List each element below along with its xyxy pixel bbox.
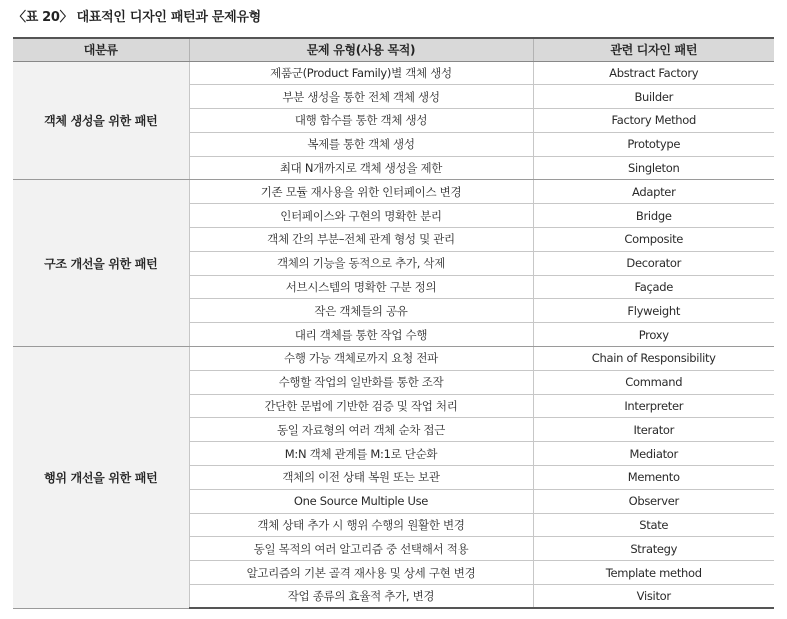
- pattern-cell: Chain of Responsibility: [533, 347, 774, 371]
- pattern-cell: Adapter: [533, 180, 774, 204]
- purpose-cell: One Source Multiple Use: [189, 489, 533, 513]
- purpose-cell: 수행할 작업의 일반화를 통한 조작: [189, 370, 533, 394]
- table-caption: 〈표 20〉 대표적인 디자인 패턴과 문제유형: [13, 10, 261, 25]
- pattern-cell: Builder: [533, 85, 774, 109]
- pattern-cell: Prototype: [533, 132, 774, 156]
- purpose-cell: 부분 생성을 통한 전체 객체 생성: [189, 85, 533, 109]
- pattern-cell: Bridge: [533, 204, 774, 228]
- pattern-cell: Façade: [533, 275, 774, 299]
- pattern-cell: Mediator: [533, 442, 774, 466]
- purpose-cell: 객체 간의 부분–전체 관계 형성 및 관리: [189, 228, 533, 252]
- purpose-cell: 인터페이스와 구현의 명확한 분리: [189, 204, 533, 228]
- purpose-cell: 간단한 문법에 기반한 검증 및 작업 처리: [189, 394, 533, 418]
- pattern-cell: Flyweight: [533, 299, 774, 323]
- pattern-cell: State: [533, 513, 774, 537]
- category-cell: 구조 개선을 위한 패턴: [13, 180, 189, 347]
- purpose-cell: 복제를 통한 객체 생성: [189, 132, 533, 156]
- table-body: [13, 61, 774, 608]
- pattern-cell: Observer: [533, 489, 774, 513]
- purpose-cell: 서브시스템의 명확한 구분 정의: [189, 275, 533, 299]
- purpose-cell: 수행 가능 객체로까지 요청 전파: [189, 347, 533, 371]
- purpose-cell: 객체 상태 추가 시 행위 수행의 원활한 변경: [189, 513, 533, 537]
- purpose-cell: 동일 자료형의 여러 객체 순차 접근: [189, 418, 533, 442]
- pattern-cell: Template method: [533, 561, 774, 585]
- purpose-cell: 최대 N개까지로 객체 생성을 제한: [189, 156, 533, 180]
- purpose-cell: 제품군(Product Family)별 객체 생성: [189, 61, 533, 85]
- pattern-cell: Decorator: [533, 251, 774, 275]
- table-row: [13, 61, 774, 85]
- pattern-cell: Interpreter: [533, 394, 774, 418]
- table-row: [13, 347, 774, 371]
- purpose-cell: 알고리즘의 기본 골격 재사용 및 상세 구현 변경: [189, 561, 533, 585]
- pattern-cell: Abstract Factory: [533, 61, 774, 85]
- purpose-cell: 동일 목적의 여러 알고리즘 중 선택해서 적용: [189, 537, 533, 561]
- purpose-cell: M:N 객체 관계를 M:1로 단순화: [189, 442, 533, 466]
- pattern-cell: Factory Method: [533, 109, 774, 133]
- pattern-cell: Iterator: [533, 418, 774, 442]
- purpose-cell: 기존 모듈 재사용을 위한 인터페이스 변경: [189, 180, 533, 204]
- purpose-cell: 객체의 이전 상태 복원 또는 보관: [189, 466, 533, 490]
- purpose-cell: 대리 객체를 통한 작업 수행: [189, 323, 533, 347]
- category-cell: 객체 생성을 위한 패턴: [13, 61, 189, 180]
- pattern-cell: Command: [533, 370, 774, 394]
- table-header-row: [13, 38, 774, 61]
- design-pattern-table: [13, 37, 774, 609]
- purpose-cell: 작은 객체들의 공유: [189, 299, 533, 323]
- category-cell: 행위 개선을 위한 패턴: [13, 347, 189, 609]
- header-pattern: 관련 디자인 패턴: [533, 38, 774, 61]
- header-category: 대분류: [13, 38, 189, 61]
- purpose-cell: 작업 종류의 효율적 추가, 변경: [189, 585, 533, 609]
- pattern-cell: Composite: [533, 228, 774, 252]
- pattern-cell: Visitor: [533, 585, 774, 609]
- pattern-cell: Strategy: [533, 537, 774, 561]
- pattern-cell: Singleton: [533, 156, 774, 180]
- table-row: [13, 180, 774, 204]
- pattern-cell: Memento: [533, 466, 774, 490]
- pattern-cell: Proxy: [533, 323, 774, 347]
- purpose-cell: 객체의 기능을 동적으로 추가, 삭제: [189, 251, 533, 275]
- header-purpose: 문제 유형(사용 목적): [189, 38, 533, 61]
- purpose-cell: 대행 함수를 통한 객체 생성: [189, 109, 533, 133]
